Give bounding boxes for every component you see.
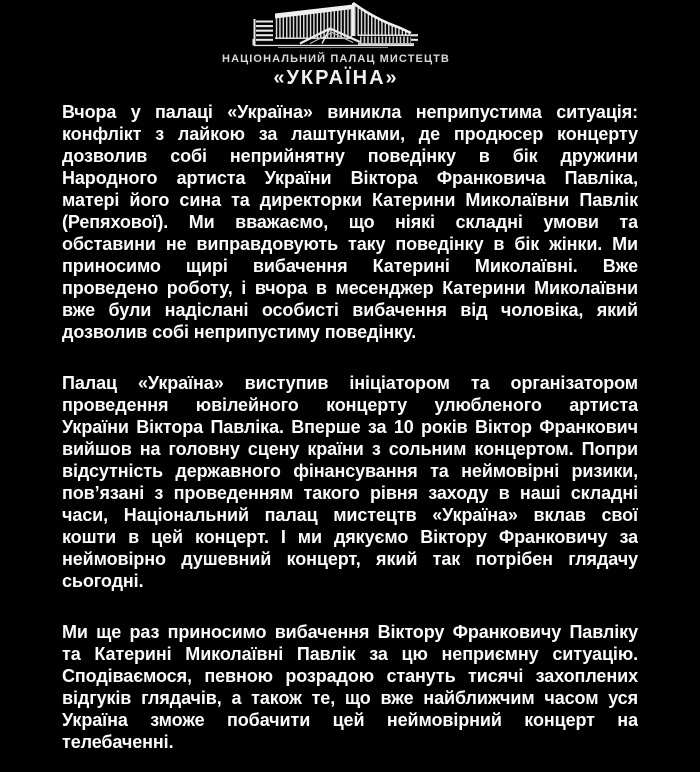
statement-line: кошти в цей концерт. І ми дякуємо Віктору Франковичу за [62,527,638,547]
statement-line: України Віктора Павліка. Вперше за 10 років Віктор Франкович [62,417,638,437]
statement-line: відгуків глядачів, а також те, що вже найближчим часом уся [62,688,638,708]
palace-ukraina-logo [0,0,672,90]
statement-line: неймовірно душевний концерт, який так потрібен глядачу [62,549,638,569]
statement-line: проведення ювілейного концерту улюбленого артиста [62,395,638,415]
statement-line: обставини не виправдовують таку поведінку в бік жінки. Ми [62,234,638,254]
statement-line: проведено роботу, і вчора в месенджер Катерини Миколаївни [62,278,638,298]
logo-name: «УКРАЇНА» [273,67,399,89]
statement-line: Ми ще раз приносимо вибачення Віктору Франковичу Павліку [62,622,638,642]
statement-line: дозволив собі неприпустиму поведінку. [62,322,417,342]
statement-line: Народного артиста України Віктора Франковича Павліка, [62,168,638,188]
paragraph [62,101,638,343]
statement-line: Сподіваємося, певною розрадою стануть тисячі захоплених [62,666,638,686]
statement-line: дозволив собі неприйнятну поведінку в бік дружини [62,146,638,166]
paragraph [62,372,638,592]
palace-ukraina-building-icon [251,2,421,49]
statement-line: пов’язані з проведенням такого рівня заходу в наші складні [62,483,638,503]
paragraph [62,621,638,753]
statement-line: конфлікт з лайкою за лаштунками, де продюсер концерту [62,124,638,144]
statement-line: приносимо щирі вибачення Катерині Миколаївні. Вже [62,256,638,276]
statement-line: сьогодні. [62,571,144,591]
statement-line: матері його сина та директорки Катерини Миколаївни Павлік [62,190,638,210]
statement-line: та Катерині Миколаївні Павлік за цю неприємну ситуацію. [62,644,638,664]
logo-title: НАЦІОНАЛЬНИЙ ПАЛАЦ МИСТЕЦТВ [222,53,450,65]
statement-line: часи, Національний палац мистецтв «Україна» вклав свої [62,505,638,525]
statement-line: (Репяхової). Ми вважаємо, що ніякі складні умови та [62,212,638,232]
statement-line: Вчора у палаці «Україна» виникла неприпустима ситуація: [62,102,638,122]
statement-line: вже були надіслані особисті вибачення від чоловіка, який [62,300,638,320]
statement-line: Палац «Україна» виступив ініціатором та організатором [62,373,638,393]
statement [62,101,638,753]
statement-line: вийшов на головну сцену країни з сольним концертом. Попри [62,439,638,459]
statement-line: Україна зможе побачити цей неймовірний концерт на [62,710,638,730]
statement-line: відсутність державного фінансування та неймовірні ризики, [62,461,638,481]
statement-line: телебаченні. [62,732,174,752]
